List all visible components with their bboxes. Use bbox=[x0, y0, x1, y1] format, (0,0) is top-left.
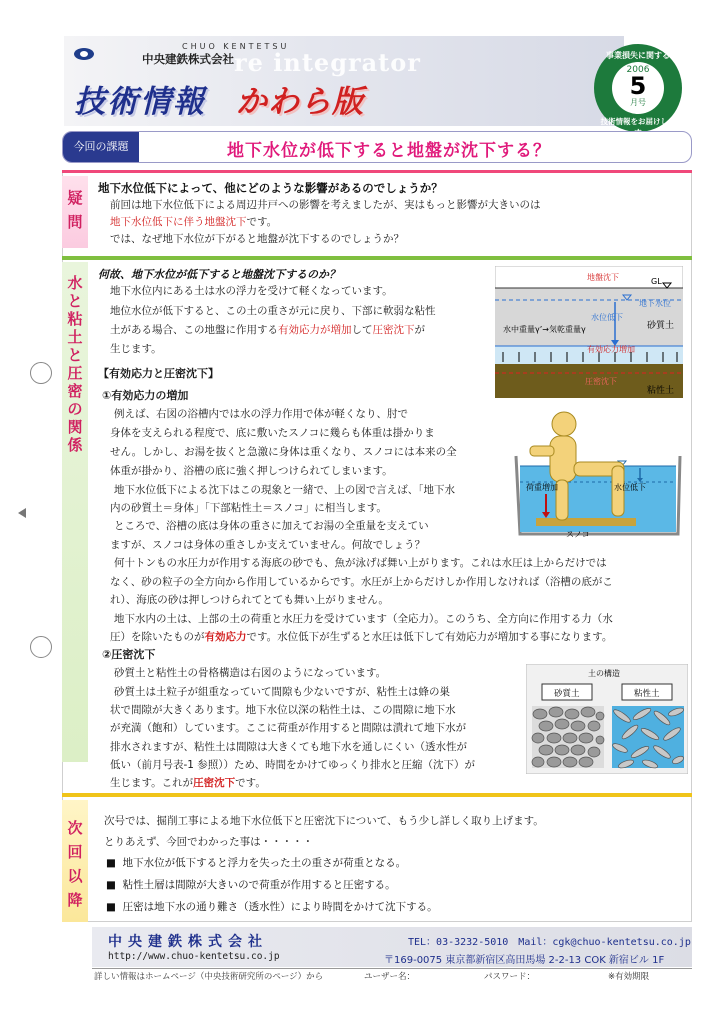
sidebar-char: 次 bbox=[67, 819, 83, 837]
question-heading: 地下水位低下によって、他にどのような影響があるのでしょうか？ bbox=[98, 181, 443, 195]
consolidation-line-5: 排水されますが、粘性土は間隙は大きくても地下水を通しにくい（透水性が bbox=[110, 741, 467, 753]
highlight-text: 圧密沈下 bbox=[372, 324, 415, 336]
next-line-2: とりあえず、今回でわかった事は・・・・・ bbox=[104, 836, 314, 848]
why-line-3 bbox=[110, 322, 425, 338]
p1-line-1: 例えば、右図の浴槽内では水の浮力作用で体が軽くなり、肘で bbox=[114, 408, 408, 420]
bathtub-diagram bbox=[512, 406, 682, 538]
badge-caption-top: 事業損失に関する bbox=[606, 51, 670, 60]
masthead-watermark: re integrator bbox=[234, 48, 421, 77]
p3-line-2: ますが、スノコは身体の重さしか支えていません。何故でしょう？ bbox=[110, 539, 426, 551]
binder-hole-top bbox=[30, 362, 52, 384]
text-run: です。水位低下が生ずると水圧は低下して有効応力が増加する事になります。 bbox=[246, 631, 613, 643]
question-line-1: 前回は地下水位低下による周辺井戸への影響を考えましたが、実はもっと影響が大きいのは bbox=[110, 199, 541, 211]
subheading-effective-stress: ①有効応力の増加 bbox=[102, 389, 189, 402]
sidebar-char: の bbox=[67, 400, 83, 418]
summary-item: ■ 圧密は地下水の通り難さ（透水性）により時間をかけて沈下する。 bbox=[106, 901, 438, 913]
text-run: 生じます。これが bbox=[110, 777, 194, 789]
company-name: 中央建鉄株式会社 bbox=[142, 52, 234, 66]
text-run: が bbox=[414, 324, 425, 336]
p5-line-2 bbox=[110, 629, 612, 645]
sidebar-char: 疑 bbox=[67, 189, 83, 207]
label-water-drop: 水位低下 bbox=[591, 313, 623, 322]
label-consolidation: 圧密沈下 bbox=[585, 377, 617, 386]
label-subsidence: 地盤沈下 bbox=[587, 273, 619, 282]
label-groundwater-level: 地下水位 bbox=[639, 299, 671, 308]
divider-next bbox=[62, 793, 692, 797]
username-label: ユーザー名： bbox=[364, 972, 416, 982]
footer-contact: TEL：03-3232-5010 Mail：cgk@chuo-kentetsu.co.jp bbox=[408, 937, 691, 948]
company-name-roman: CHUO KENTETSU bbox=[182, 42, 290, 51]
sidebar-char: 土 bbox=[67, 328, 83, 346]
question-line-3: では、なぜ地下水位が下がると地盤が沈下するのでしょうか？ bbox=[110, 233, 404, 245]
p1-line-2: 身体を支えられる程度で、底に敷いたスノコに幾らも体重は掛かりま bbox=[110, 427, 435, 439]
divider-question bbox=[62, 170, 692, 173]
p4-line-1: 何十トンもの水圧力が作用する海底の砂でも、魚が泳げば舞い上がります。これは水圧は上からだけでは bbox=[114, 557, 607, 569]
badge-number: 5 bbox=[629, 72, 647, 100]
badge-caption-bottom: 技術情報をお届けしま bbox=[600, 117, 676, 126]
highlight-text: 圧密沈下 bbox=[193, 777, 236, 789]
footer-company-name: 中央建鉄株式会社 bbox=[108, 934, 268, 950]
why-line-2: 地位水位が低下すると、この土の重さが元に戻り、下部に軟弱な粘性 bbox=[110, 305, 436, 317]
sidebar-char: と bbox=[67, 292, 83, 310]
newsletter-subtitle: かわら版 bbox=[236, 84, 364, 120]
issue-badge bbox=[594, 44, 682, 132]
p1-line-3: せん。しかし、お湯を抜くと急激に身体は重くなり、スノコには本来の全 bbox=[110, 446, 457, 458]
summary-text: 地下水位が低下すると浮力を失った土の重さが荷重となる。 bbox=[122, 857, 407, 869]
sidebar-char: 係 bbox=[67, 436, 83, 454]
label-sandy-structure: 砂質土 bbox=[554, 689, 580, 699]
consolidation-line-7 bbox=[110, 775, 266, 791]
divider-body bbox=[62, 256, 692, 260]
password-label: パスワード： bbox=[484, 972, 536, 982]
label-clay-structure: 粘性土 bbox=[634, 689, 660, 699]
consolidation-line-4: が充満（飽和）しています。ここに荷重が作用すると間隙は潰れて地下水が bbox=[110, 722, 467, 734]
footer bbox=[92, 927, 692, 967]
p2-line-1: 地下水位低下による沈下はこの現象と一緒で、上の図で言えば、「地下水 bbox=[114, 484, 456, 496]
text-run: です。 bbox=[235, 777, 266, 789]
sidebar-char: 密 bbox=[67, 382, 83, 400]
p3-line-1: ところで、浴槽の底は身体の重さに加えてお湯の全重量を支えてい bbox=[114, 520, 429, 532]
next-line-1: 次号では、掘削工事による地下水位低下と圧密沈下について、もう少し詳しく取り上げます。 bbox=[104, 815, 544, 827]
consolidation-line-2: 砂質土は土粒子が組重なっていて間隙も少ないですが、粘性土は蜂の巣 bbox=[114, 686, 450, 698]
p4-line-3: れ）、海底の砂は押しつけられてとても舞い上がりません。 bbox=[110, 594, 389, 606]
summary-item: ■ 粘性土層は間隙が大きいので荷重が作用すると圧密する。 bbox=[106, 879, 396, 891]
why-line-4: 生じます。 bbox=[110, 343, 162, 355]
sidebar-question bbox=[62, 176, 88, 248]
sidebar-char: 関 bbox=[67, 418, 83, 436]
topic-tag: 今回の課題 bbox=[63, 132, 139, 162]
sidebar-char: と bbox=[67, 346, 83, 364]
consolidation-line-3: 状で間隙が大きくあります。地下水位以深の粘性土は、この間隙に地下水 bbox=[110, 704, 456, 716]
footer-address: 〒169-0075 東京都新宿区高田馬場 2-2-13 COK 新宿ビル 1F bbox=[384, 955, 665, 966]
p5-line-1: 地下水内の土は、上部の土の荷重と水圧力を受けています（全応力）。このうち、全方向に作用する力（水 bbox=[114, 613, 613, 625]
label-gl: GL bbox=[651, 277, 662, 286]
sidebar-char: 問 bbox=[67, 213, 83, 231]
highlight-text: 有効応力 bbox=[204, 631, 247, 643]
soil-structure-title: 土の構造 bbox=[588, 669, 620, 678]
sidebar-char: 以 bbox=[67, 867, 83, 885]
why-line-1: 地下水位内にある土は水の浮力を受けて軽くなっています。 bbox=[110, 285, 393, 297]
sidebar-next bbox=[62, 800, 88, 922]
label-load-increase: 荷重増加 bbox=[526, 483, 558, 492]
label-water-drop-bath: 水位低下 bbox=[614, 483, 646, 492]
company-logo-icon bbox=[74, 48, 94, 60]
consolidation-line-6: 低い（前月号表-1 参照））ため、時間をかけてゆっくり排水と圧縮（沈下）が bbox=[110, 759, 476, 771]
topic-title: 地下水位が低下すると地盤が沈下する？ bbox=[227, 141, 551, 161]
badge-year: 2006 bbox=[626, 65, 650, 75]
label-clay: 粘性土 bbox=[647, 386, 675, 396]
binder-hole-bottom bbox=[30, 636, 52, 658]
sidebar-char: 水 bbox=[67, 274, 83, 292]
text-run: 圧）を除いたものが bbox=[110, 631, 205, 643]
section-heading-effective-stress: 【有効応力と圧密沈下】 bbox=[98, 367, 219, 380]
sidebar-body bbox=[62, 262, 88, 762]
login-info-text: 詳しい情報はホームページ（中央技術研究所のページ）から bbox=[94, 972, 324, 982]
soil-structure-diagram bbox=[526, 664, 688, 774]
consolidation-line-1: 砂質土と粘性土の骨格構造は右図のようになっています。 bbox=[114, 667, 387, 679]
badge-issue bbox=[612, 62, 664, 114]
p2-line-2: 内の砂質土＝身体」「下部粘性土＝スノコ」に相当します。 bbox=[110, 502, 387, 514]
question-line-2 bbox=[110, 214, 277, 230]
ground-section-diagram bbox=[495, 266, 683, 398]
label-sandy-soil: 砂質土 bbox=[647, 321, 675, 331]
summary-item: ■ 地下水位が低下すると浮力を失った土の重さが荷重となる。 bbox=[106, 857, 407, 869]
label-weight-change: 水中重量γ’→気乾重量γ bbox=[503, 325, 586, 334]
left-arrow-icon bbox=[18, 508, 26, 518]
highlight-text: 地下水位低下に伴う地盤沈下 bbox=[110, 216, 247, 228]
summary-text: 粘性土層は間隙が大きいので荷重が作用すると圧密する。 bbox=[122, 879, 396, 891]
topic-bar bbox=[62, 131, 692, 163]
highlight-text: 有効応力が増加 bbox=[278, 324, 352, 336]
sidebar-char: 圧 bbox=[67, 364, 83, 382]
login-info-bar bbox=[92, 968, 692, 981]
masthead bbox=[64, 36, 624, 126]
expiry-label: ※有効期限 bbox=[608, 972, 650, 982]
label-stress-increase: 有効応力増加 bbox=[587, 345, 635, 354]
subheading-consolidation: ②圧密沈下 bbox=[102, 648, 156, 661]
sidebar-char: 降 bbox=[67, 891, 83, 909]
text-run: して bbox=[351, 324, 373, 336]
sidebar-char: 粘 bbox=[67, 310, 83, 328]
question-line-2-rest: です。 bbox=[246, 216, 278, 228]
summary-text: 圧密は地下水の通り難さ（透水性）により時間をかけて沈下する。 bbox=[122, 901, 438, 913]
section-heading-why: 何故、地下水位が低下すると地盤沈下するのか？ bbox=[98, 268, 340, 281]
p4-line-2: なく、砂の粒子の全方向から作用しているからです。水圧が上からだけしか作用しなければ（浴槽の底がこ bbox=[110, 576, 613, 588]
sidebar-char: 回 bbox=[67, 843, 83, 861]
text-run: 土がある場合、この地盤に作用する bbox=[110, 324, 278, 336]
p1-line-4: 体重が掛かり、浴槽の底に強く押しつけられてしまいます。 bbox=[110, 465, 393, 477]
footer-website-link[interactable]: http://www.chuo-kentetsu.co.jp bbox=[108, 951, 280, 962]
newsletter-title: 技術情報 bbox=[74, 84, 206, 120]
label-sunoko: スノコ bbox=[566, 530, 590, 538]
badge-month: 月号 bbox=[630, 98, 646, 107]
